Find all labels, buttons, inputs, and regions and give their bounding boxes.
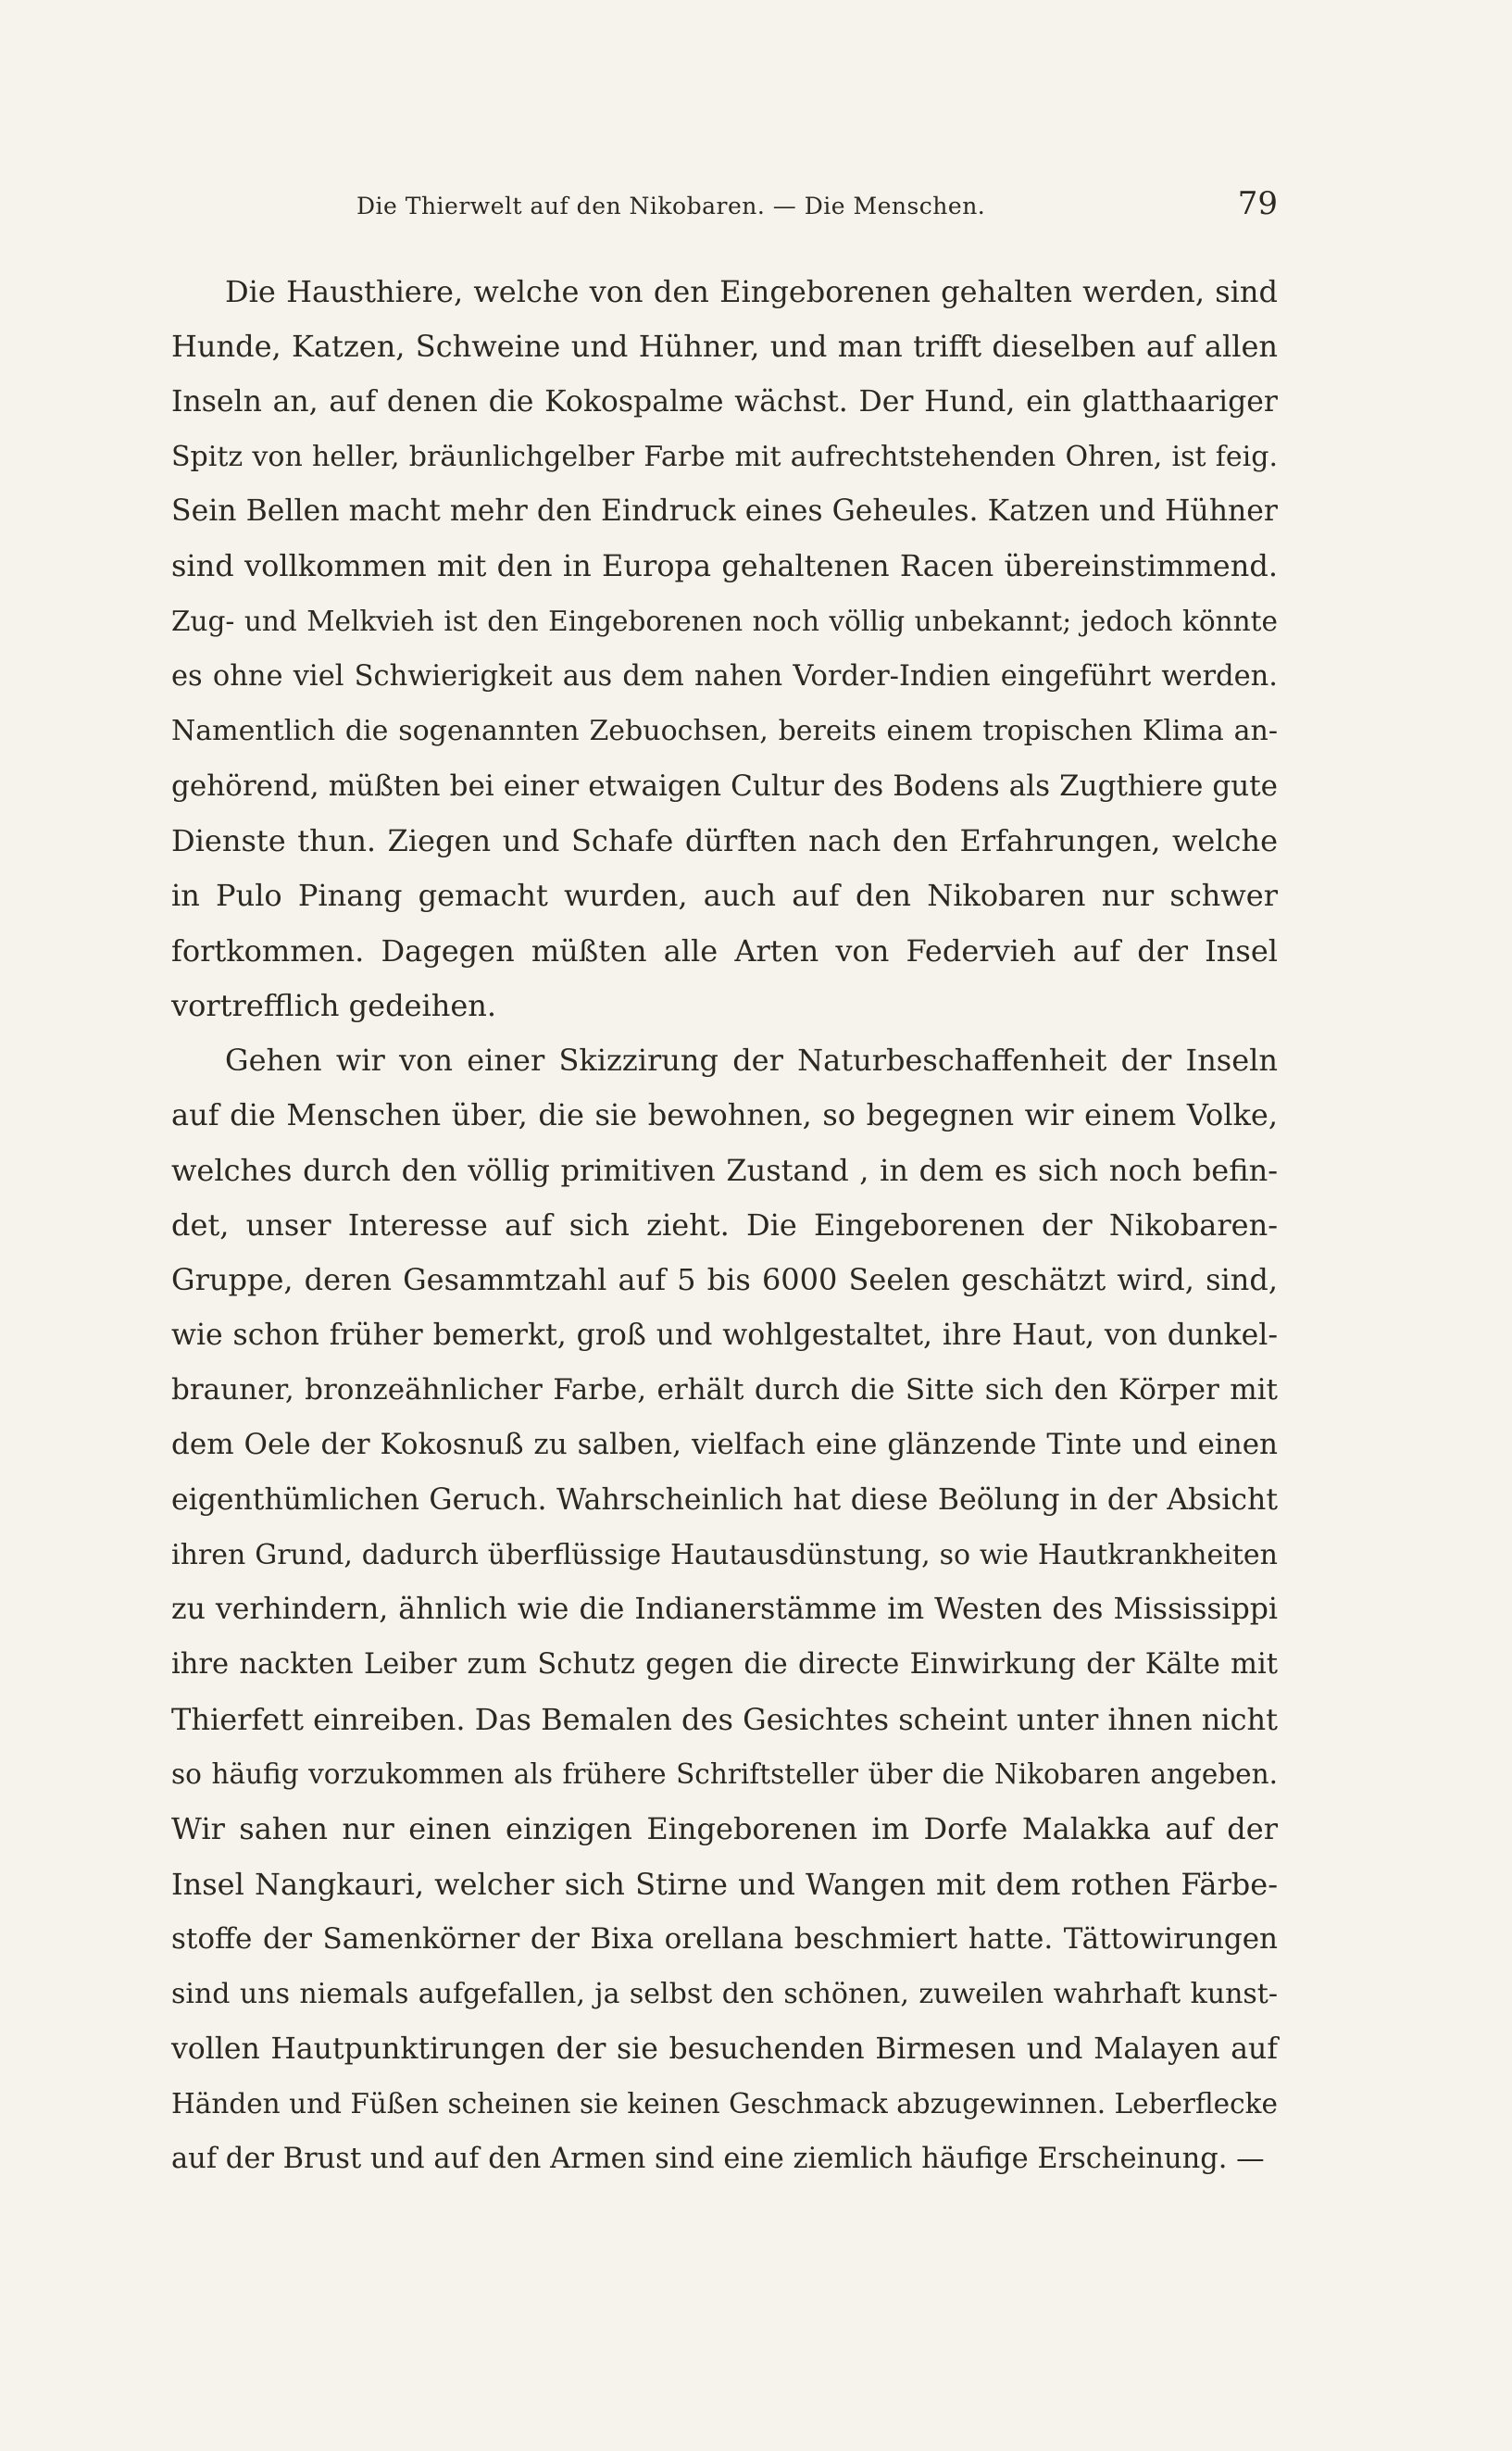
text-line: so häufig vorzukommen als frühere Schriftsteller über die Nikobaren angeben.	[171, 1758, 1278, 1791]
text-line: sind uns niemals aufgefallen, ja selbst den schönen, zuweilen wahrhaft kunst-	[171, 1978, 1278, 2011]
paragraph-domestic-animals	[171, 265, 1278, 1033]
text-line: Wir sahen nur einen einzigen Eingeborenen im Dorfe Malakka auf der	[171, 1811, 1278, 1847]
text-line: Hunde, Katzen, Schweine und Hühner, und man trifft dieselben auf allen	[171, 329, 1278, 365]
text-line: vortrefflich gedeihen.	[171, 987, 497, 1023]
text-line: Händen und Füßen scheinen sie keinen Geschmack abzugewinnen. Leberflecke	[171, 2087, 1278, 2120]
text-line: vollen Hautpunktirungen der sie besuchenden Birmesen und Malayen auf	[171, 2032, 1278, 2066]
text-line: brauner, bronzeähnlicher Farbe, erhält durch die Sitte sich den Körper mit	[171, 1372, 1278, 1407]
text-line: zu verhindern, ähnlich wie die Indianerstämme im Westen des Mississippi	[171, 1593, 1278, 1627]
text-line: Sein Bellen macht mehr den Eindruck eines Geheules. Katzen und Hühner	[171, 494, 1278, 529]
running-head-title: Die Thierwelt auf den Nikobaren. — Die Menschen.	[356, 193, 986, 219]
text-line: auf die Menschen über, die sie bewohnen, so begegnen wir einem Volke,	[171, 1097, 1278, 1133]
text-line: es ohne viel Schwierigkeit aus dem nahen Vorder-Indien eingeführt werden.	[171, 660, 1278, 694]
text-line: Gruppe, deren Gesammtzahl auf 5 bis 6000 Seelen geschätzt wird, sind,	[171, 1262, 1278, 1298]
text-line: in Pulo Pinang gemacht wurden, auch auf den Nikobaren nur schwer	[171, 878, 1278, 914]
text-line: det, unser Interesse auf sich zieht. Die Eingeborenen der Nikobaren-	[171, 1207, 1278, 1244]
text-line: fortkommen. Dagegen müßten alle Arten von Federvieh auf der Insel	[171, 932, 1278, 969]
text-line: Die Hausthiere, welche von den Eingeborenen gehalten werden, sind	[225, 274, 1278, 309]
text-line: sind vollkommen mit den in Europa gehaltenen Racen übereinstimmend.	[171, 548, 1278, 584]
paragraph-inhabitants	[171, 1033, 1278, 2186]
text-line: auf der Brust und auf den Armen sind eine ziemlich häufige Erscheinung. —	[171, 2143, 1265, 2176]
text-line: wie schon früher bemerkt, groß und wohlgestaltet, ihre Haut, von dunkel-	[171, 1318, 1278, 1352]
text-line: ihre nackten Leiber zum Schutz gegen die directe Einwirkung der Kälte mit	[171, 1648, 1278, 1682]
text-line: Spitz von heller, bräunlichgelber Farbe mit aufrechtstehenden Ohren, ist feig.	[171, 440, 1278, 473]
running-head	[171, 185, 1278, 231]
text-line: Zug- und Melkvieh ist den Eingeborenen noch völlig unbekannt; jedoch könnte	[171, 605, 1278, 637]
text-line: welches durch den völlig primitiven Zustand , in dem es sich noch befin-	[171, 1152, 1278, 1188]
text-line: eigenthümlichen Geruch. Wahrscheinlich hat diese Beölung in der Absicht	[171, 1482, 1278, 1517]
text-line: dem Oele der Kokosnuß zu salben, vielfach eine glänzende Tinte und einen	[171, 1428, 1278, 1462]
text-line: Thierfett einreiben. Das Bemalen des Gesichtes scheint unter ihnen nicht	[171, 1701, 1278, 1737]
body-text	[171, 265, 1278, 2186]
text-line: gehörend, müßten bei einer etwaigen Cultur des Bodens als Zugthiere gute	[171, 769, 1278, 803]
text-line: Dienste thun. Ziegen und Schafe dürften nach den Erfahrungen, welche	[171, 822, 1278, 858]
text-line: stoffe der Samenkörner der Bixa orellana beschmiert hatte. Tättowirungen	[171, 1921, 1278, 1956]
text-line: Insel Nangkauri, welcher sich Stirne und Wangen mit dem rothen Färbe-	[171, 1866, 1278, 1902]
text-line: ihren Grund, dadurch überflüssige Hautausdünstung, so wie Hautkrankheiten	[171, 1538, 1278, 1571]
text-line: Namentlich die sogenannten Zebuochsen, bereits einem tropischen Klima an-	[171, 715, 1278, 748]
text-line: Gehen wir von einer Skizzirung der Naturbeschaffenheit der Inseln	[225, 1043, 1278, 1079]
text-line: Inseln an, auf denen die Kokospalme wächst. Der Hund, ein glatthaariger	[171, 384, 1278, 419]
page-number: 79	[1237, 185, 1278, 222]
